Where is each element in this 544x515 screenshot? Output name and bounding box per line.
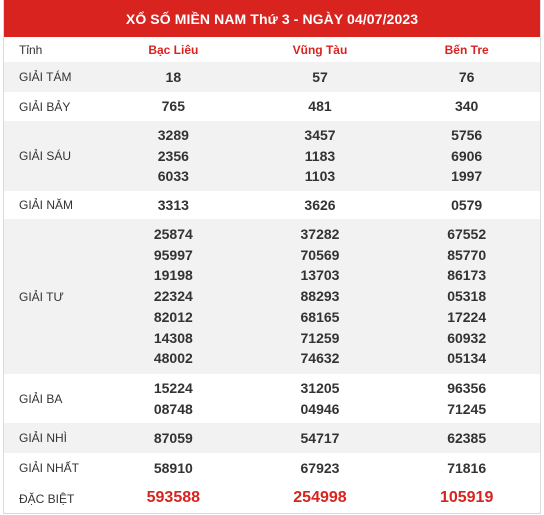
winning-number: 96356	[447, 379, 487, 396]
winning-number: 60932	[447, 329, 487, 346]
winning-number: 76	[458, 68, 475, 85]
winning-number: 48002	[153, 350, 193, 367]
prize-cell	[393, 453, 540, 483]
prize-cell	[393, 374, 540, 423]
winning-number: 82012	[153, 308, 193, 325]
winning-number: 765	[161, 98, 185, 115]
winning-number: 74632	[300, 350, 340, 367]
winning-number: 13703	[300, 267, 340, 284]
winning-number: 68165	[300, 308, 340, 325]
prize-cell	[393, 423, 540, 453]
winning-number: 22324	[153, 288, 193, 305]
winning-number: 3626	[304, 196, 336, 213]
results-table	[4, 37, 540, 514]
prize-cell	[393, 92, 540, 121]
winning-number: 481	[308, 98, 332, 115]
winning-number: 31205	[300, 379, 340, 396]
winning-number: 593588	[146, 489, 201, 507]
results-panel	[3, 0, 541, 514]
prize-row	[4, 483, 540, 514]
winning-number: 14308	[153, 329, 193, 346]
prize-label: GIẢI SÁU	[4, 121, 100, 191]
winning-number: 3313	[157, 196, 189, 213]
prize-cell	[247, 92, 394, 121]
prize-label: ĐẶC BIỆT	[19, 491, 75, 506]
prize-cell	[247, 121, 394, 191]
table-header-row	[4, 37, 540, 62]
winning-number: 04946	[300, 400, 340, 417]
prize-cell	[100, 374, 247, 423]
prize-cell	[100, 219, 247, 374]
prize-label: GIẢI TƯ	[4, 219, 100, 374]
winning-number: 3289	[157, 126, 189, 143]
prize-row	[4, 453, 540, 483]
prize-cell	[100, 92, 247, 121]
prize-cell	[100, 121, 247, 191]
winning-number: 340	[454, 98, 479, 115]
province-column-label: Tỉnh	[19, 42, 43, 57]
winning-number: 08748	[153, 400, 193, 417]
prize-cell	[100, 191, 247, 219]
prize-cell	[247, 374, 394, 423]
winning-number: 19198	[153, 267, 193, 284]
winning-number: 05318	[447, 288, 487, 305]
winning-number: 62385	[447, 429, 487, 446]
winning-number: 15224	[153, 379, 193, 396]
winning-number: 58910	[153, 459, 193, 476]
winning-number: 105919	[439, 489, 494, 507]
prize-row	[4, 374, 540, 423]
prize-label: GIẢI TÁM	[4, 62, 100, 92]
winning-number: 05134	[447, 350, 487, 367]
winning-number: 70569	[300, 246, 340, 263]
prize-cell	[100, 483, 247, 514]
winning-number: 2356	[157, 147, 189, 164]
winning-number: 67923	[300, 459, 340, 476]
winning-number: 71816	[447, 459, 487, 476]
prize-cell	[100, 423, 247, 453]
prize-cell	[100, 62, 247, 92]
winning-number: 88293	[300, 288, 340, 305]
winning-number: 71245	[447, 400, 487, 417]
prize-cell	[247, 191, 394, 219]
province-name[interactable]: Bạc Liêu	[148, 42, 199, 57]
prize-label: GIẢI BẢY	[19, 99, 71, 114]
prize-row	[4, 423, 540, 453]
winning-number: 57	[312, 68, 328, 85]
winning-number: 37282	[300, 226, 340, 243]
winning-number: 1183	[304, 147, 336, 164]
winning-number: 86173	[447, 267, 487, 284]
prize-cell	[393, 191, 540, 219]
prize-cell	[393, 62, 540, 92]
winning-number: 85770	[447, 246, 487, 263]
winning-number: 0579	[451, 196, 483, 213]
winning-number: 18	[165, 68, 182, 85]
winning-number: 1997	[451, 168, 483, 185]
prize-cell	[247, 219, 394, 374]
prize-cell	[247, 62, 394, 92]
prize-cell	[393, 219, 540, 374]
winning-number: 95997	[153, 246, 193, 263]
results-title: XỔ SỐ MIỀN NAM Thứ 3 - NGÀY 04/07/2023	[4, 0, 540, 37]
prize-cell	[100, 453, 247, 483]
winning-number: 6906	[451, 147, 483, 164]
winning-number: 54717	[300, 429, 340, 446]
prize-cell	[247, 423, 394, 453]
winning-number: 1103	[304, 168, 336, 185]
prize-row	[4, 191, 540, 219]
prize-cell	[393, 483, 540, 514]
prize-row	[4, 92, 540, 121]
prize-cell	[247, 453, 394, 483]
winning-number: 25874	[153, 226, 193, 243]
prize-cell	[247, 483, 394, 514]
winning-number: 87059	[153, 429, 193, 446]
winning-number: 67552	[447, 226, 487, 243]
province-name[interactable]: Vũng Tàu	[292, 42, 348, 57]
prize-label: GIẢI NĂM	[19, 198, 74, 212]
winning-number: 5756	[451, 126, 483, 143]
winning-number: 3457	[304, 126, 336, 143]
winning-number: 254998	[293, 489, 347, 507]
prize-label: GIẢI NHẤT	[19, 461, 80, 475]
prize-cell	[393, 121, 540, 191]
prize-row	[4, 62, 540, 92]
prize-label: GIẢI NHÌ	[4, 423, 100, 453]
winning-number: 17224	[447, 308, 487, 325]
prize-row	[4, 121, 540, 191]
winning-number: 6033	[157, 168, 189, 185]
winning-number: 71259	[300, 329, 340, 346]
prize-row	[4, 219, 540, 374]
province-name[interactable]: Bến Tre	[444, 42, 489, 57]
prize-label: GIẢI BA	[19, 391, 63, 406]
